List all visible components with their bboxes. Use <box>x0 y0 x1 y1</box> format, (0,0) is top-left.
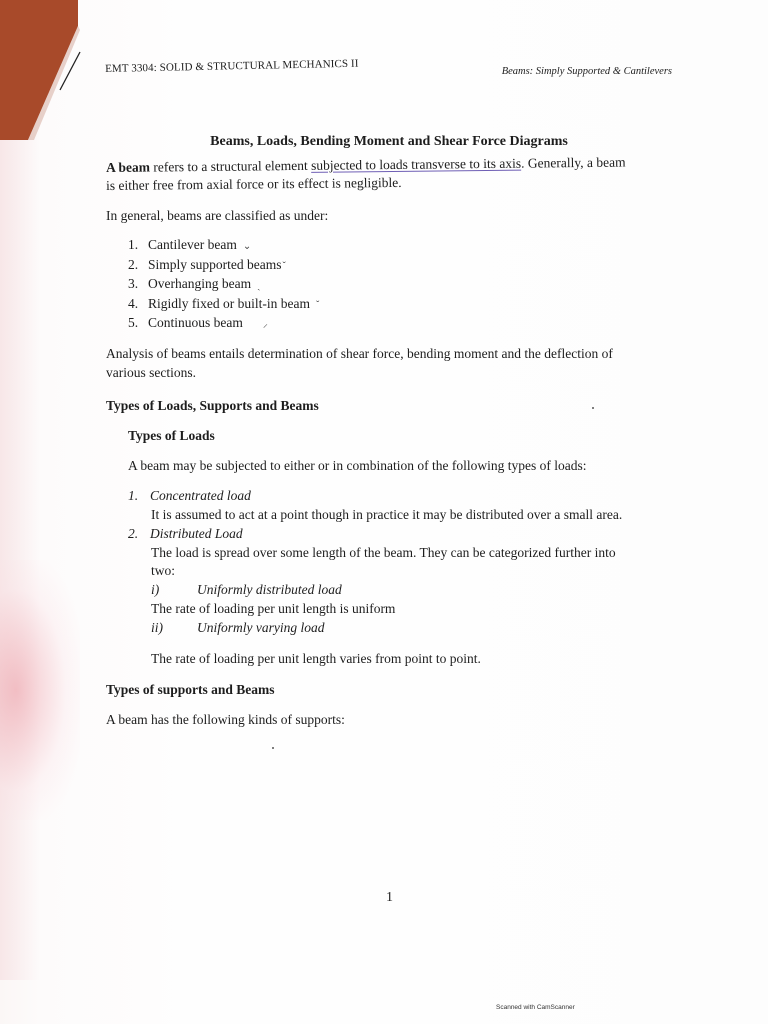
check-mark-icon: ⸝ <box>262 319 268 330</box>
sub-item-1-desc: The rate of loading per unit length is uniform <box>151 601 396 616</box>
load-item-2-desc-1: The load is spread over some length of the beam. They can be categorized further into <box>151 545 616 560</box>
beam-type-2: Simply supported beams <box>148 257 282 272</box>
load-item-1-number: 1. <box>128 488 139 503</box>
supports-intro: A beam has the following kinds of supports: <box>106 712 345 727</box>
sub-item-1-number: i) <box>151 582 160 597</box>
sub-item-2-desc: The rate of loading per unit length varies from point to point. <box>151 651 481 666</box>
beam-type-4: Rigidly fixed or built-in beam <box>148 296 310 311</box>
section-heading-loads-supports: Types of Loads, Supports and Beams <box>106 398 319 413</box>
sub-item-2-title: Uniformly varying load <box>197 620 325 635</box>
load-item-2 <box>128 526 243 542</box>
pen-stroke <box>56 50 86 95</box>
section-heading-supports: Types of supports and Beams <box>106 682 275 697</box>
loads-intro: A beam may be subjected to either or in combination of the following types of loads: <box>128 458 587 473</box>
check-mark-icon: ˇ <box>315 300 320 311</box>
stray-mark <box>272 747 274 749</box>
sub-item-1-title: Uniformly distributed load <box>197 582 342 597</box>
load-item-1-desc: It is assumed to act at a point though in practice it may be distributed over a small area. <box>151 507 623 522</box>
topic-header: Beams: Simply Supported & Cantilevers <box>501 66 672 77</box>
check-mark-icon: ˎ <box>257 280 261 291</box>
load-item-2-desc-2: two: <box>151 563 176 578</box>
page-title: Beams, Loads, Bending Moment and Shear Force Diagrams <box>210 134 568 149</box>
load-item-1-title: Concentrated load <box>150 488 251 503</box>
pink-smear <box>0 560 80 820</box>
load-item-2-title: Distributed Load <box>150 526 243 541</box>
beam-type-1: Cantilever beam <box>148 237 237 252</box>
list-item: 3. Overhanging beam ˎ <box>128 276 261 291</box>
intro-text-a: refers to a structural element <box>149 157 312 175</box>
stray-mark <box>592 407 594 409</box>
list-item: 2. Simply supported beamsˇ <box>128 257 286 272</box>
list-item: 5. Continuous beam ⸝ <box>128 315 268 330</box>
classified-intro: In general, beams are classified as under: <box>106 208 329 223</box>
underlined-phrase: subjected to loads transverse to its axis <box>311 155 522 173</box>
beam-type-5: Continuous beam <box>148 315 243 330</box>
edge-tint <box>0 120 40 980</box>
list-item: 4. Rigidly fixed or built-in beam ˇ <box>128 296 320 311</box>
sub-item-2-number: ii) <box>151 620 163 635</box>
intro-line-2: is either free from axial force or its effect is negligible. <box>106 174 402 193</box>
page-number: 1 <box>386 890 393 905</box>
intro-text-b: . Generally, a beam <box>521 154 626 171</box>
beam-term: A beam <box>106 159 151 175</box>
load-item-2-number: 2. <box>128 526 139 541</box>
subsection-heading-loads: Types of Loads <box>128 428 215 443</box>
scanner-watermark: Scanned with CamScanner <box>496 1004 575 1011</box>
analysis-line-2: various sections. <box>106 365 196 380</box>
course-header: EMT 3304: SOLID & STRUCTURAL MECHANICS II <box>105 57 359 75</box>
load-item-1 <box>128 488 251 504</box>
analysis-line-1: Analysis of beams entails determination of shear force, bending moment and the deflection of <box>106 346 613 361</box>
check-mark-icon: ⌄ <box>242 241 252 252</box>
beam-type-3: Overhanging beam <box>148 276 252 291</box>
list-item: 1. Cantilever beam ⌄ <box>128 237 252 252</box>
check-mark-icon: ˇ <box>282 261 286 272</box>
